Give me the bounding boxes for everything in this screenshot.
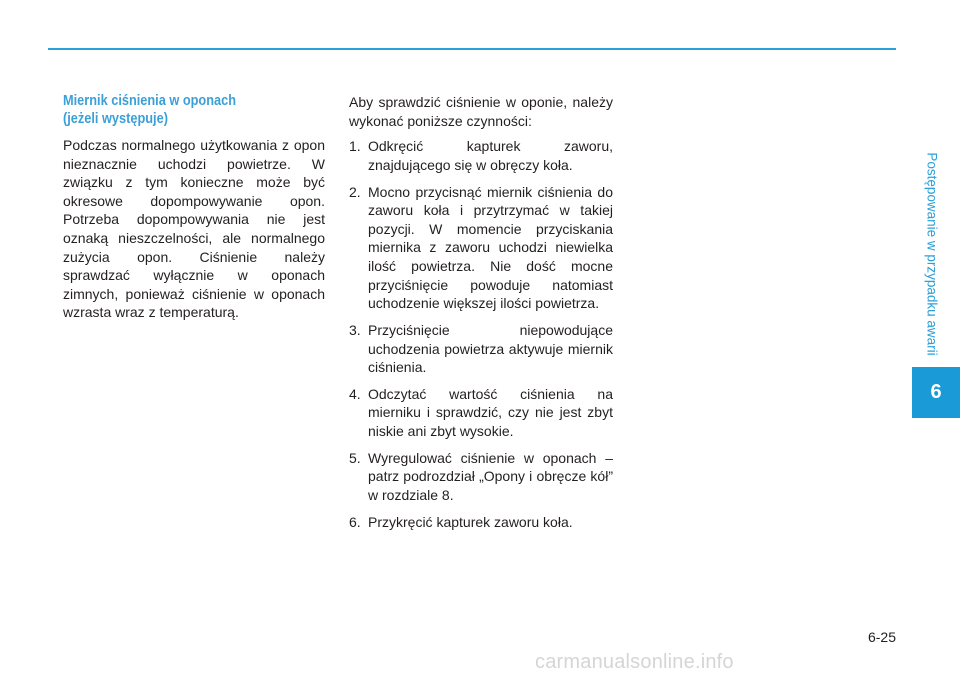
section-title-line1: Miernik ciśnienia w oponach — [63, 93, 237, 109]
page-number: 6-25 — [867, 629, 896, 645]
left-column — [63, 136, 325, 322]
header-rule — [48, 48, 896, 50]
step-text: Przyciśnięcie niepowodujące uchodzenia powietrza aktywuje miernik ciśnienia. — [368, 321, 613, 376]
procedure-step — [349, 321, 613, 377]
intro-paragraph: Podczas normalnego użytkowania z opon nieznacznie uchodzi powietrze. W związku z tym konieczne może być okresowe dopompowywanie opon. Potrzeba dopompowywania nie jest oznaką nieszczelności, ale normalnego zużycia opon. Ciśnienie należy sprawdzać wyłącznie w oponach zimnych, ponieważ ciśnienie w oponach wzrasta wraz z temperaturą. — [63, 137, 325, 321]
watermark: carmanualsonline.info — [535, 651, 734, 673]
procedure-intro: Aby sprawdzić ciśnienie w oponie, należy wykonać poniższe czynności: — [349, 94, 613, 129]
procedure-step — [349, 449, 613, 505]
step-text: Odczytać wartość ciśnienia na mierniku i sprawdzić, czy nie jest zbyt niskie ani zbyt wysokie. — [368, 385, 613, 440]
procedure-step — [349, 513, 613, 532]
step-number: 4. — [349, 385, 361, 402]
step-number: 6. — [349, 513, 361, 530]
step-number: 5. — [349, 449, 361, 466]
step-text: Przykręcić kapturek zaworu koła. — [368, 513, 573, 530]
section-title — [63, 92, 294, 128]
right-column — [349, 93, 613, 540]
step-text: Wyregulować ciśnienie w oponach – patrz podrozdział „Opony i obręcze kół” w rozdziale 8. — [368, 449, 613, 504]
chapter-title: Postępowanie w przypadku awarii — [924, 152, 940, 356]
step-number: 3. — [349, 321, 361, 338]
procedure-step — [349, 183, 613, 313]
procedure-steps — [349, 137, 613, 531]
chapter-tab — [912, 367, 960, 418]
procedure-step — [349, 385, 613, 441]
step-number: 1. — [349, 138, 361, 155]
step-number: 2. — [349, 183, 361, 200]
section-title-line2: (jeżeli występuje) — [63, 111, 168, 127]
chapter-number: 6 — [930, 381, 942, 403]
procedure-step — [349, 137, 613, 174]
step-text: Mocno przycisnąć miernik ciśnienia do zaworu koła i przytrzymać w takiej pozycji. W momencie przyciskania miernika z zaworu uchodzi niewielka ilość powietrza. Nie dość mocne przyciśnięcie powoduje natomiast uchodzenie większej ilości powietrza. — [368, 183, 613, 312]
chapter-side-label — [923, 143, 941, 365]
step-text: Odkręcić kapturek zaworu, znajdującego się w obręczy koła. — [368, 138, 613, 173]
